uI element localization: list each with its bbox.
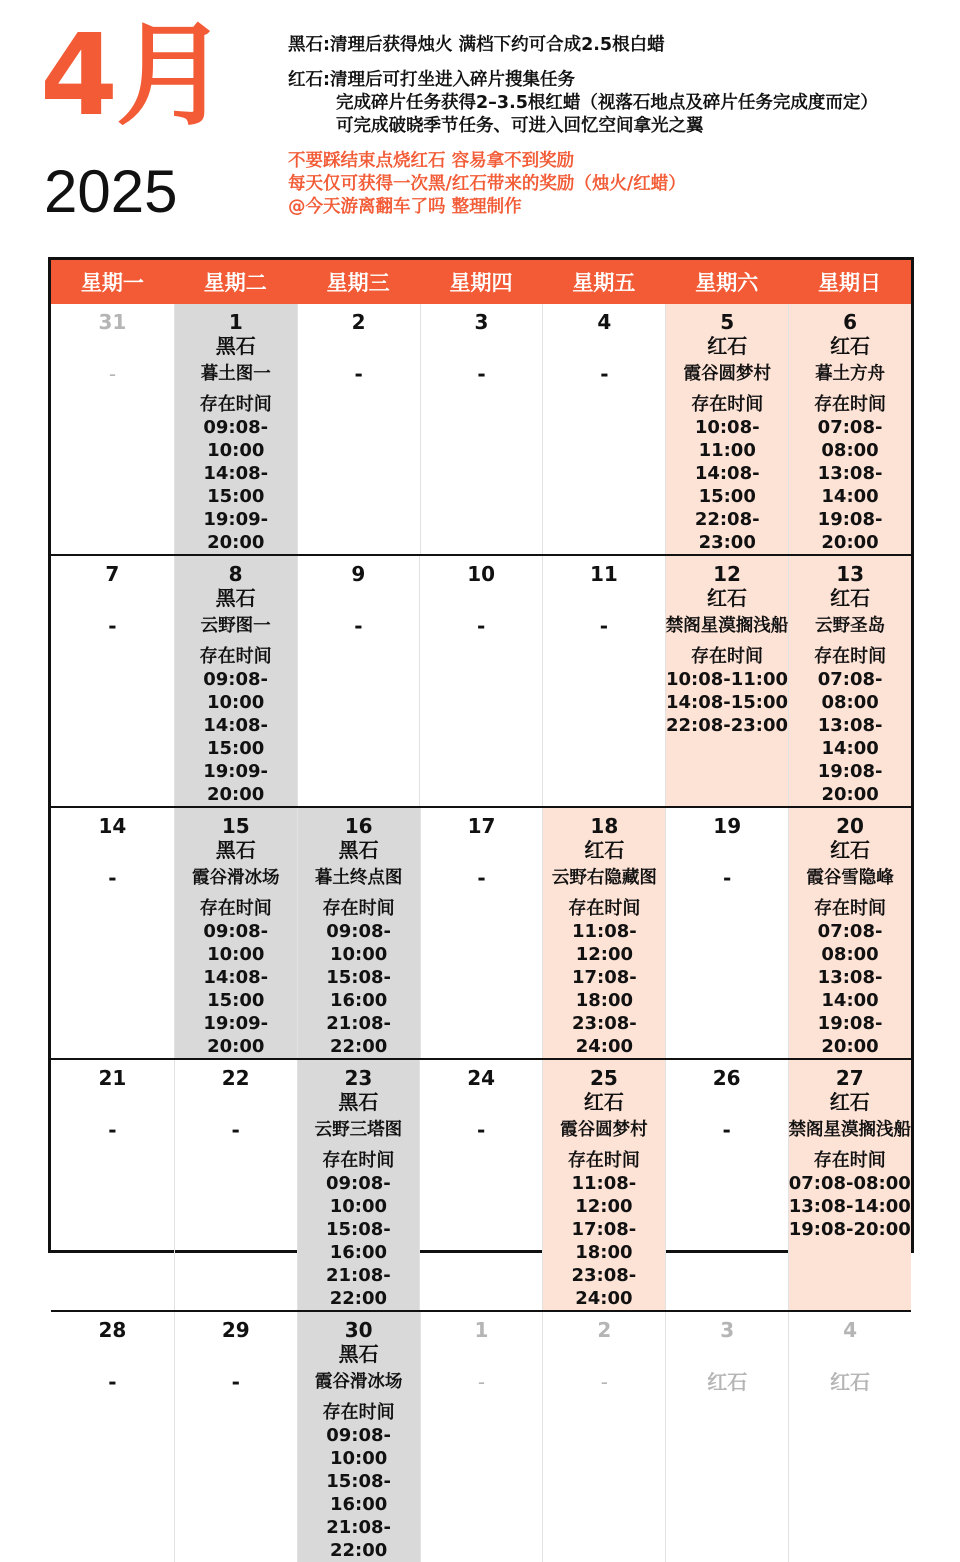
time-slot: 07:08-08:00 bbox=[817, 921, 883, 965]
time-slot: 19:09-20:00 bbox=[203, 761, 269, 805]
time-slot: 09:08-10:00 bbox=[203, 417, 269, 461]
time-slot: 15:08-16:00 bbox=[325, 1219, 391, 1263]
day-placeholder: - bbox=[108, 614, 117, 638]
times-label: 存在时间 bbox=[814, 394, 887, 415]
day-number: 16 bbox=[344, 814, 373, 838]
day-placeholder: - bbox=[354, 362, 363, 386]
notes-panel bbox=[288, 34, 948, 219]
day-placeholder: - bbox=[231, 1118, 240, 1142]
time-slot: 07:08-08:00 bbox=[817, 417, 883, 461]
day-placeholder: - bbox=[108, 1370, 117, 1394]
time-slot: 19:08-20:00 bbox=[817, 761, 883, 805]
time-slot: 19:09-20:00 bbox=[203, 1013, 269, 1057]
calendar-day bbox=[51, 1060, 174, 1310]
weekday-label: 星期日 bbox=[818, 271, 882, 295]
calendar-day bbox=[665, 1312, 788, 1562]
time-slot: 15:08-16:00 bbox=[326, 1471, 392, 1515]
day-number: 8 bbox=[228, 562, 243, 586]
time-slot: 11:08-12:00 bbox=[571, 921, 637, 965]
day-number: 26 bbox=[712, 1066, 741, 1090]
day-placeholder: - bbox=[723, 866, 732, 890]
calendar-week bbox=[51, 806, 911, 1058]
stone-type: 黑石 bbox=[338, 838, 379, 862]
stone-location: 霞谷滑冰场 bbox=[314, 1372, 403, 1392]
day-number: 14 bbox=[98, 814, 127, 838]
calendar-day bbox=[51, 304, 174, 554]
month-title: 4月 bbox=[40, 11, 226, 141]
times-label: 存在时间 bbox=[322, 1150, 395, 1171]
time-slot: 19:09-20:00 bbox=[203, 509, 269, 553]
note-black-stone: 黑石:清理后获得烛火 满档下约可合成2.5根白蜡 bbox=[288, 35, 665, 55]
note-warning-1: 不要踩结束点烧红石 容易拿不到奖励 bbox=[288, 151, 575, 171]
day-placeholder: - bbox=[600, 362, 609, 386]
weekday-label: 星期三 bbox=[326, 271, 390, 295]
time-slot: 19:08-20:00 bbox=[788, 1219, 911, 1240]
day-number: 4 bbox=[597, 310, 612, 334]
calendar-day bbox=[51, 556, 174, 806]
day-placeholder: - bbox=[476, 614, 486, 638]
time-slot: 21:08-22:00 bbox=[326, 1013, 392, 1057]
calendar-day bbox=[174, 1312, 297, 1562]
day-number: 7 bbox=[105, 562, 120, 586]
time-slot: 13:08-14:00 bbox=[817, 967, 883, 1011]
calendar-day bbox=[420, 304, 543, 554]
time-slot: 14:08-15:00 bbox=[694, 463, 760, 507]
calendar-day bbox=[420, 808, 543, 1058]
calendar-day bbox=[665, 304, 788, 554]
day-placeholder: 红石 bbox=[830, 1370, 871, 1394]
time-slot: 07:08-08:00 bbox=[788, 1173, 911, 1194]
time-slot: 09:08-10:00 bbox=[326, 1425, 392, 1469]
stone-location: 霞谷滑冰场 bbox=[192, 868, 280, 888]
times-label: 存在时间 bbox=[322, 1402, 395, 1423]
time-slot: 17:08-18:00 bbox=[571, 1219, 637, 1263]
time-slot: 14:08-15:00 bbox=[203, 463, 269, 507]
day-placeholder: - bbox=[477, 362, 486, 386]
stone-location: 云野图一 bbox=[200, 616, 271, 636]
day-placeholder: - bbox=[231, 1370, 240, 1394]
day-number: 23 bbox=[344, 1066, 373, 1090]
time-slot: 09:08-10:00 bbox=[203, 921, 269, 965]
time-slot: 17:08-18:00 bbox=[571, 967, 637, 1011]
time-slot: 09:08-10:00 bbox=[203, 669, 269, 713]
stone-type: 红石 bbox=[829, 1090, 870, 1114]
day-number: 13 bbox=[836, 562, 865, 586]
day-number: 25 bbox=[589, 1066, 618, 1090]
times-label: 存在时间 bbox=[322, 898, 395, 919]
time-slot: 14:08-15:00 bbox=[665, 692, 789, 713]
calendar-day bbox=[51, 808, 174, 1058]
time-slot: 19:08-20:00 bbox=[817, 1013, 883, 1057]
day-number: 31 bbox=[98, 310, 127, 334]
times-label: 存在时间 bbox=[691, 394, 764, 415]
day-number: 21 bbox=[98, 1066, 127, 1090]
time-slot: 13:08-14:00 bbox=[817, 463, 883, 507]
stone-type: 红石 bbox=[707, 586, 747, 610]
note-red-stone: 红石:清理后可打坐进入碎片搜集任务 bbox=[288, 70, 575, 90]
calendar-day bbox=[788, 1312, 911, 1562]
day-number: 4 bbox=[843, 1318, 858, 1342]
note-credit: @今天游离翻车了吗 整理制作 bbox=[288, 197, 522, 217]
time-slot: 22:08-23:00 bbox=[665, 715, 789, 736]
day-number: 5 bbox=[720, 310, 735, 334]
time-slot: 13:08-14:00 bbox=[817, 715, 883, 759]
calendar-day bbox=[419, 556, 542, 806]
times-label: 存在时间 bbox=[567, 1150, 640, 1171]
calendar-day bbox=[542, 556, 665, 806]
calendar-day bbox=[297, 808, 420, 1058]
day-placeholder: - bbox=[477, 866, 486, 890]
stone-location: 霞谷雪隐峰 bbox=[806, 868, 894, 888]
day-number: 3 bbox=[474, 310, 489, 334]
weekday-label: 星期一 bbox=[80, 271, 144, 295]
stone-location: 云野右隐藏图 bbox=[551, 868, 657, 888]
weekday-header bbox=[51, 260, 911, 304]
day-number: 20 bbox=[836, 814, 864, 838]
calendar-day bbox=[788, 808, 911, 1058]
time-slot: 09:08-10:00 bbox=[326, 921, 392, 965]
time-slot: 21:08-22:00 bbox=[326, 1517, 392, 1561]
day-number: 12 bbox=[713, 562, 741, 586]
day-placeholder: - bbox=[476, 1118, 486, 1142]
day-placeholder: - bbox=[108, 866, 117, 890]
weekday-label: 星期二 bbox=[203, 271, 267, 295]
note-warning-2: 每天仅可获得一次黑/红石带来的奖励（烛火/红蜡） bbox=[288, 174, 686, 194]
time-slot: 07:08-08:00 bbox=[817, 669, 883, 713]
time-slot: 14:08-15:00 bbox=[203, 967, 269, 1011]
day-placeholder: - bbox=[599, 614, 609, 638]
time-slot: 23:08-24:00 bbox=[571, 1265, 637, 1309]
calendar-day bbox=[174, 304, 297, 554]
stone-type: 红石 bbox=[830, 586, 871, 610]
calendar-day bbox=[51, 1312, 174, 1562]
calendar-day bbox=[788, 304, 911, 554]
times-label: 存在时间 bbox=[199, 646, 272, 667]
stone-type: 黑石 bbox=[338, 1090, 379, 1114]
time-slot: 15:08-16:00 bbox=[326, 967, 392, 1011]
time-slot: 21:08-22:00 bbox=[325, 1265, 391, 1309]
day-number: 15 bbox=[221, 814, 250, 838]
note-red-stone-extra: 可完成破晓季节任务、可进入回忆空间拿光之翼 bbox=[336, 116, 704, 136]
stone-location: 云野三塔图 bbox=[314, 1120, 403, 1140]
calendar-day bbox=[297, 304, 420, 554]
day-number: 22 bbox=[221, 1066, 250, 1090]
calendar-day bbox=[542, 304, 665, 554]
times-label: 存在时间 bbox=[691, 646, 763, 667]
stone-type: 黑石 bbox=[215, 334, 256, 358]
stone-type: 黑石 bbox=[215, 586, 256, 610]
calendar-day bbox=[788, 1060, 912, 1310]
day-number: 6 bbox=[843, 310, 858, 334]
times-label: 存在时间 bbox=[814, 646, 887, 667]
times-label: 存在时间 bbox=[568, 898, 641, 919]
time-slot: 13:08-14:00 bbox=[788, 1196, 911, 1217]
stone-type: 红石 bbox=[830, 334, 871, 358]
day-placeholder: - bbox=[108, 1118, 117, 1142]
calendar-week bbox=[51, 1058, 911, 1310]
calendar-day bbox=[542, 808, 665, 1058]
day-number: 30 bbox=[344, 1318, 373, 1342]
weekday-label: 星期五 bbox=[572, 271, 636, 295]
stone-location: 暮土终点图 bbox=[314, 868, 403, 888]
stone-location: 霞谷圆梦村 bbox=[560, 1120, 648, 1140]
times-label: 存在时间 bbox=[814, 898, 887, 919]
calendar-week bbox=[51, 554, 911, 806]
time-slot: 11:08-12:00 bbox=[571, 1173, 637, 1217]
time-slot: 14:08-15:00 bbox=[203, 715, 269, 759]
weekday-label: 星期四 bbox=[449, 271, 513, 295]
calendar-weeks bbox=[51, 304, 911, 1561]
stone-type: 红石 bbox=[583, 1090, 624, 1114]
stone-type: 黑石 bbox=[338, 1342, 379, 1366]
day-number: 28 bbox=[98, 1318, 127, 1342]
day-placeholder: - bbox=[108, 362, 117, 386]
day-number: 27 bbox=[835, 1066, 864, 1090]
stone-type: 红石 bbox=[830, 838, 871, 862]
day-placeholder: - bbox=[600, 1370, 608, 1394]
day-number: 2 bbox=[597, 1318, 612, 1342]
day-number: 29 bbox=[221, 1318, 250, 1342]
calendar-day bbox=[297, 1312, 420, 1562]
day-placeholder: - bbox=[354, 614, 363, 638]
times-label: 存在时间 bbox=[199, 898, 272, 919]
time-slot: 22:08-23:00 bbox=[694, 509, 760, 553]
stone-location: 禁阁星漠搁浅船 bbox=[788, 1120, 911, 1140]
stone-location: 禁阁星漠搁浅船 bbox=[665, 616, 789, 636]
calendar-day bbox=[542, 1312, 665, 1562]
day-number: 10 bbox=[467, 562, 496, 586]
year-title: 2025 bbox=[44, 158, 178, 225]
calendar-day bbox=[665, 556, 789, 806]
day-placeholder: 红石 bbox=[707, 1370, 748, 1394]
calendar-day bbox=[297, 1060, 420, 1310]
time-slot: 19:08-20:00 bbox=[817, 509, 883, 553]
times-label: 存在时间 bbox=[199, 394, 272, 415]
calendar-day bbox=[542, 1060, 665, 1310]
day-number: 1 bbox=[228, 310, 243, 334]
stone-location: 暮土方舟 bbox=[815, 364, 886, 384]
calendar-day bbox=[174, 1060, 297, 1310]
note-red-stone-reward: 完成碎片任务获得2–3.5根红蜡（视落石地点及碎片任务完成度而定） bbox=[336, 93, 878, 113]
calendar bbox=[48, 257, 914, 1561]
day-number: 18 bbox=[590, 814, 619, 838]
stone-location: 霞谷圆梦村 bbox=[683, 364, 771, 384]
day-number: 24 bbox=[467, 1066, 496, 1090]
day-placeholder: - bbox=[722, 1118, 731, 1142]
calendar-day bbox=[420, 1312, 543, 1562]
calendar-day bbox=[297, 556, 420, 806]
calendar-week bbox=[51, 304, 911, 554]
calendar-day bbox=[665, 1060, 788, 1310]
day-number: 11 bbox=[589, 562, 618, 586]
day-number: 17 bbox=[467, 814, 496, 838]
calendar-day bbox=[788, 556, 911, 806]
day-number: 3 bbox=[720, 1318, 735, 1342]
calendar-day bbox=[174, 556, 297, 806]
times-label: 存在时间 bbox=[813, 1150, 886, 1171]
calendar-day bbox=[419, 1060, 542, 1310]
time-slot: 10:08-11:00 bbox=[694, 417, 760, 461]
day-number: 2 bbox=[351, 310, 366, 334]
stone-type: 黑石 bbox=[215, 838, 256, 862]
stone-type: 红石 bbox=[584, 838, 625, 862]
stone-location: 云野圣岛 bbox=[815, 616, 886, 636]
calendar-day bbox=[665, 808, 788, 1058]
time-slot: 10:08-11:00 bbox=[665, 669, 789, 690]
stone-location: 暮土图一 bbox=[200, 364, 271, 384]
time-slot: 23:08-24:00 bbox=[571, 1013, 637, 1057]
stone-type: 红石 bbox=[707, 334, 748, 358]
day-number: 19 bbox=[713, 814, 742, 838]
day-number: 9 bbox=[351, 562, 366, 586]
weekday-label: 星期六 bbox=[695, 271, 759, 295]
day-placeholder: - bbox=[477, 1370, 486, 1394]
time-slot: 09:08-10:00 bbox=[325, 1173, 391, 1217]
calendar-week bbox=[51, 1310, 911, 1562]
calendar-day bbox=[174, 808, 297, 1058]
day-number: 1 bbox=[474, 1318, 489, 1342]
